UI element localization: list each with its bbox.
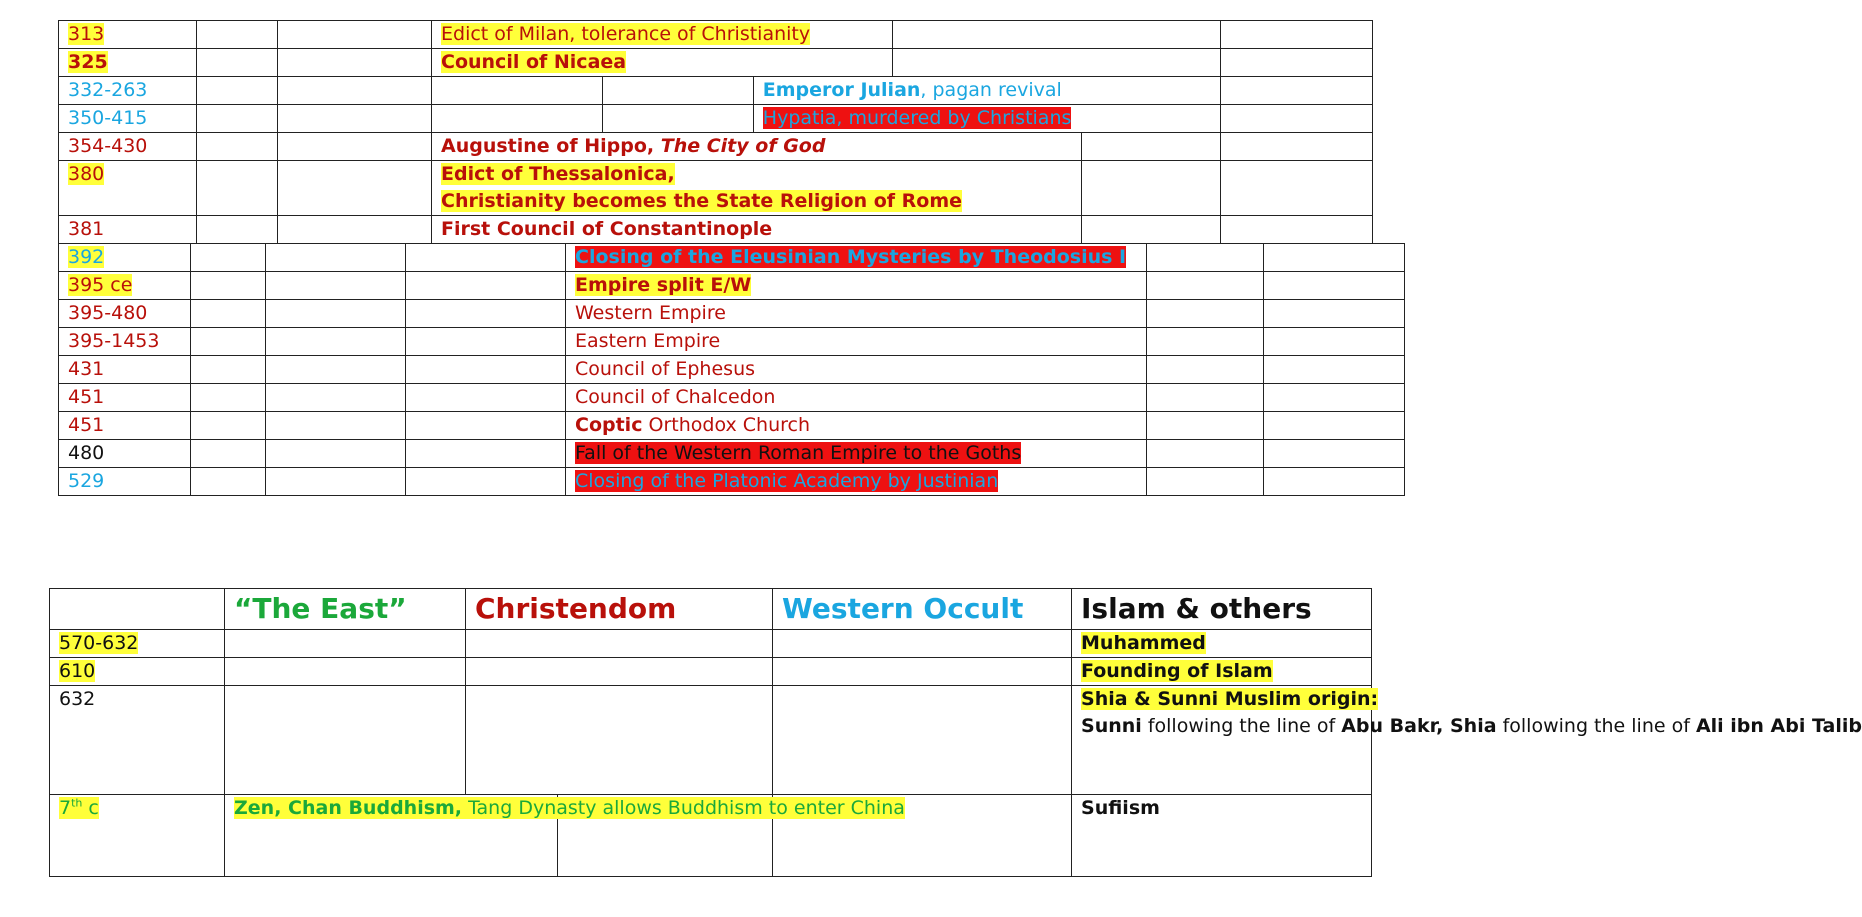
- table-row: [59, 384, 1405, 412]
- event-cell: Edict of Milan, tolerance of Christianity: [432, 21, 893, 49]
- table-row: [50, 795, 1372, 877]
- event-cell: Empire split E/W: [566, 272, 1147, 300]
- table-row: [59, 21, 1373, 49]
- header-row: [50, 589, 1372, 630]
- date-cell: 451: [59, 384, 191, 412]
- event-cell: Closing of the Eleusinian Mysteries by Theodosius I: [566, 244, 1147, 272]
- table-row: [59, 161, 1373, 216]
- islam-cell: Muhammed: [1072, 630, 1372, 658]
- east-cell: Zen, Chan Buddhism, Tang Dynasty allows Buddhism to enter China: [225, 795, 558, 877]
- islam-cell: Shia & Sunni Muslim origin: Sunni following the line of Abu Bakr, Shia following the line of Ali ibn Abi Talib: [1072, 686, 1372, 795]
- date-cell: 632: [50, 686, 225, 795]
- date-cell: 380: [59, 161, 197, 216]
- date-cell: 354-430: [59, 133, 197, 161]
- date-cell: 610: [50, 658, 225, 686]
- date-cell: 325: [59, 49, 197, 77]
- table-row: [50, 658, 1372, 686]
- table-row: [59, 356, 1405, 384]
- islam-cell: Founding of Islam: [1072, 658, 1372, 686]
- date-cell: 392: [59, 244, 191, 272]
- date-cell: 570-632: [50, 630, 225, 658]
- header-date: [50, 589, 225, 630]
- header-islam: Islam & others: [1072, 589, 1372, 630]
- table-row: [59, 133, 1373, 161]
- date-cell: 313: [59, 21, 197, 49]
- header-east: “The East”: [225, 589, 466, 630]
- event-cell: Council of Ephesus: [566, 356, 1147, 384]
- event-cell: Closing of the Platonic Academy by Justinian: [566, 468, 1147, 496]
- header-christendom: Christendom: [466, 589, 773, 630]
- date-cell: 395 ce: [59, 272, 191, 300]
- event-cell: Council of Nicaea: [432, 49, 893, 77]
- event-cell: Eastern Empire: [566, 328, 1147, 356]
- table-row: [59, 105, 1373, 133]
- date-cell: 395-480: [59, 300, 191, 328]
- event-cell: Hypatia, murdered by Christians: [753, 105, 1221, 133]
- table-row: [59, 49, 1373, 77]
- timeline-table-lower: [49, 588, 1862, 877]
- timeline-table-upper: [58, 20, 1373, 244]
- date-cell: 381: [59, 216, 197, 244]
- table-row: [59, 300, 1405, 328]
- table-row: [59, 468, 1405, 496]
- date-cell: 480: [59, 440, 191, 468]
- timeline-table-upper-continued: [58, 243, 1405, 496]
- islam-cell: Sufiism: [1072, 795, 1372, 877]
- event-cell: Western Empire: [566, 300, 1147, 328]
- date-cell: 395-1453: [59, 328, 191, 356]
- date-cell: 431: [59, 356, 191, 384]
- header-western-occult: Western Occult: [773, 589, 1072, 630]
- date-cell: 529: [59, 468, 191, 496]
- date-cell: 332-263: [59, 77, 197, 105]
- event-cell: Fall of the Western Roman Empire to the Goths: [566, 440, 1147, 468]
- table-row: [59, 244, 1405, 272]
- table-row: [59, 440, 1405, 468]
- table-row: [50, 630, 1372, 658]
- event-cell: Edict of Thessalonica, Christianity becomes the State Religion of Rome: [432, 161, 1082, 216]
- table-row: [59, 328, 1405, 356]
- table-row: [59, 412, 1405, 440]
- date-cell: 451: [59, 412, 191, 440]
- event-cell: Emperor Julian, pagan revival: [753, 77, 1221, 105]
- event-cell: Coptic Orthodox Church: [566, 412, 1147, 440]
- table-row: [59, 77, 1373, 105]
- event-cell: Augustine of Hippo, The City of God: [432, 133, 1082, 161]
- table-row: [59, 272, 1405, 300]
- event-cell: Council of Chalcedon: [566, 384, 1147, 412]
- date-cell: 7th c: [50, 795, 225, 877]
- table-row: [50, 686, 1372, 795]
- event-cell: First Council of Constantinople: [432, 216, 1082, 244]
- date-cell: 350-415: [59, 105, 197, 133]
- table-row: [59, 216, 1373, 244]
